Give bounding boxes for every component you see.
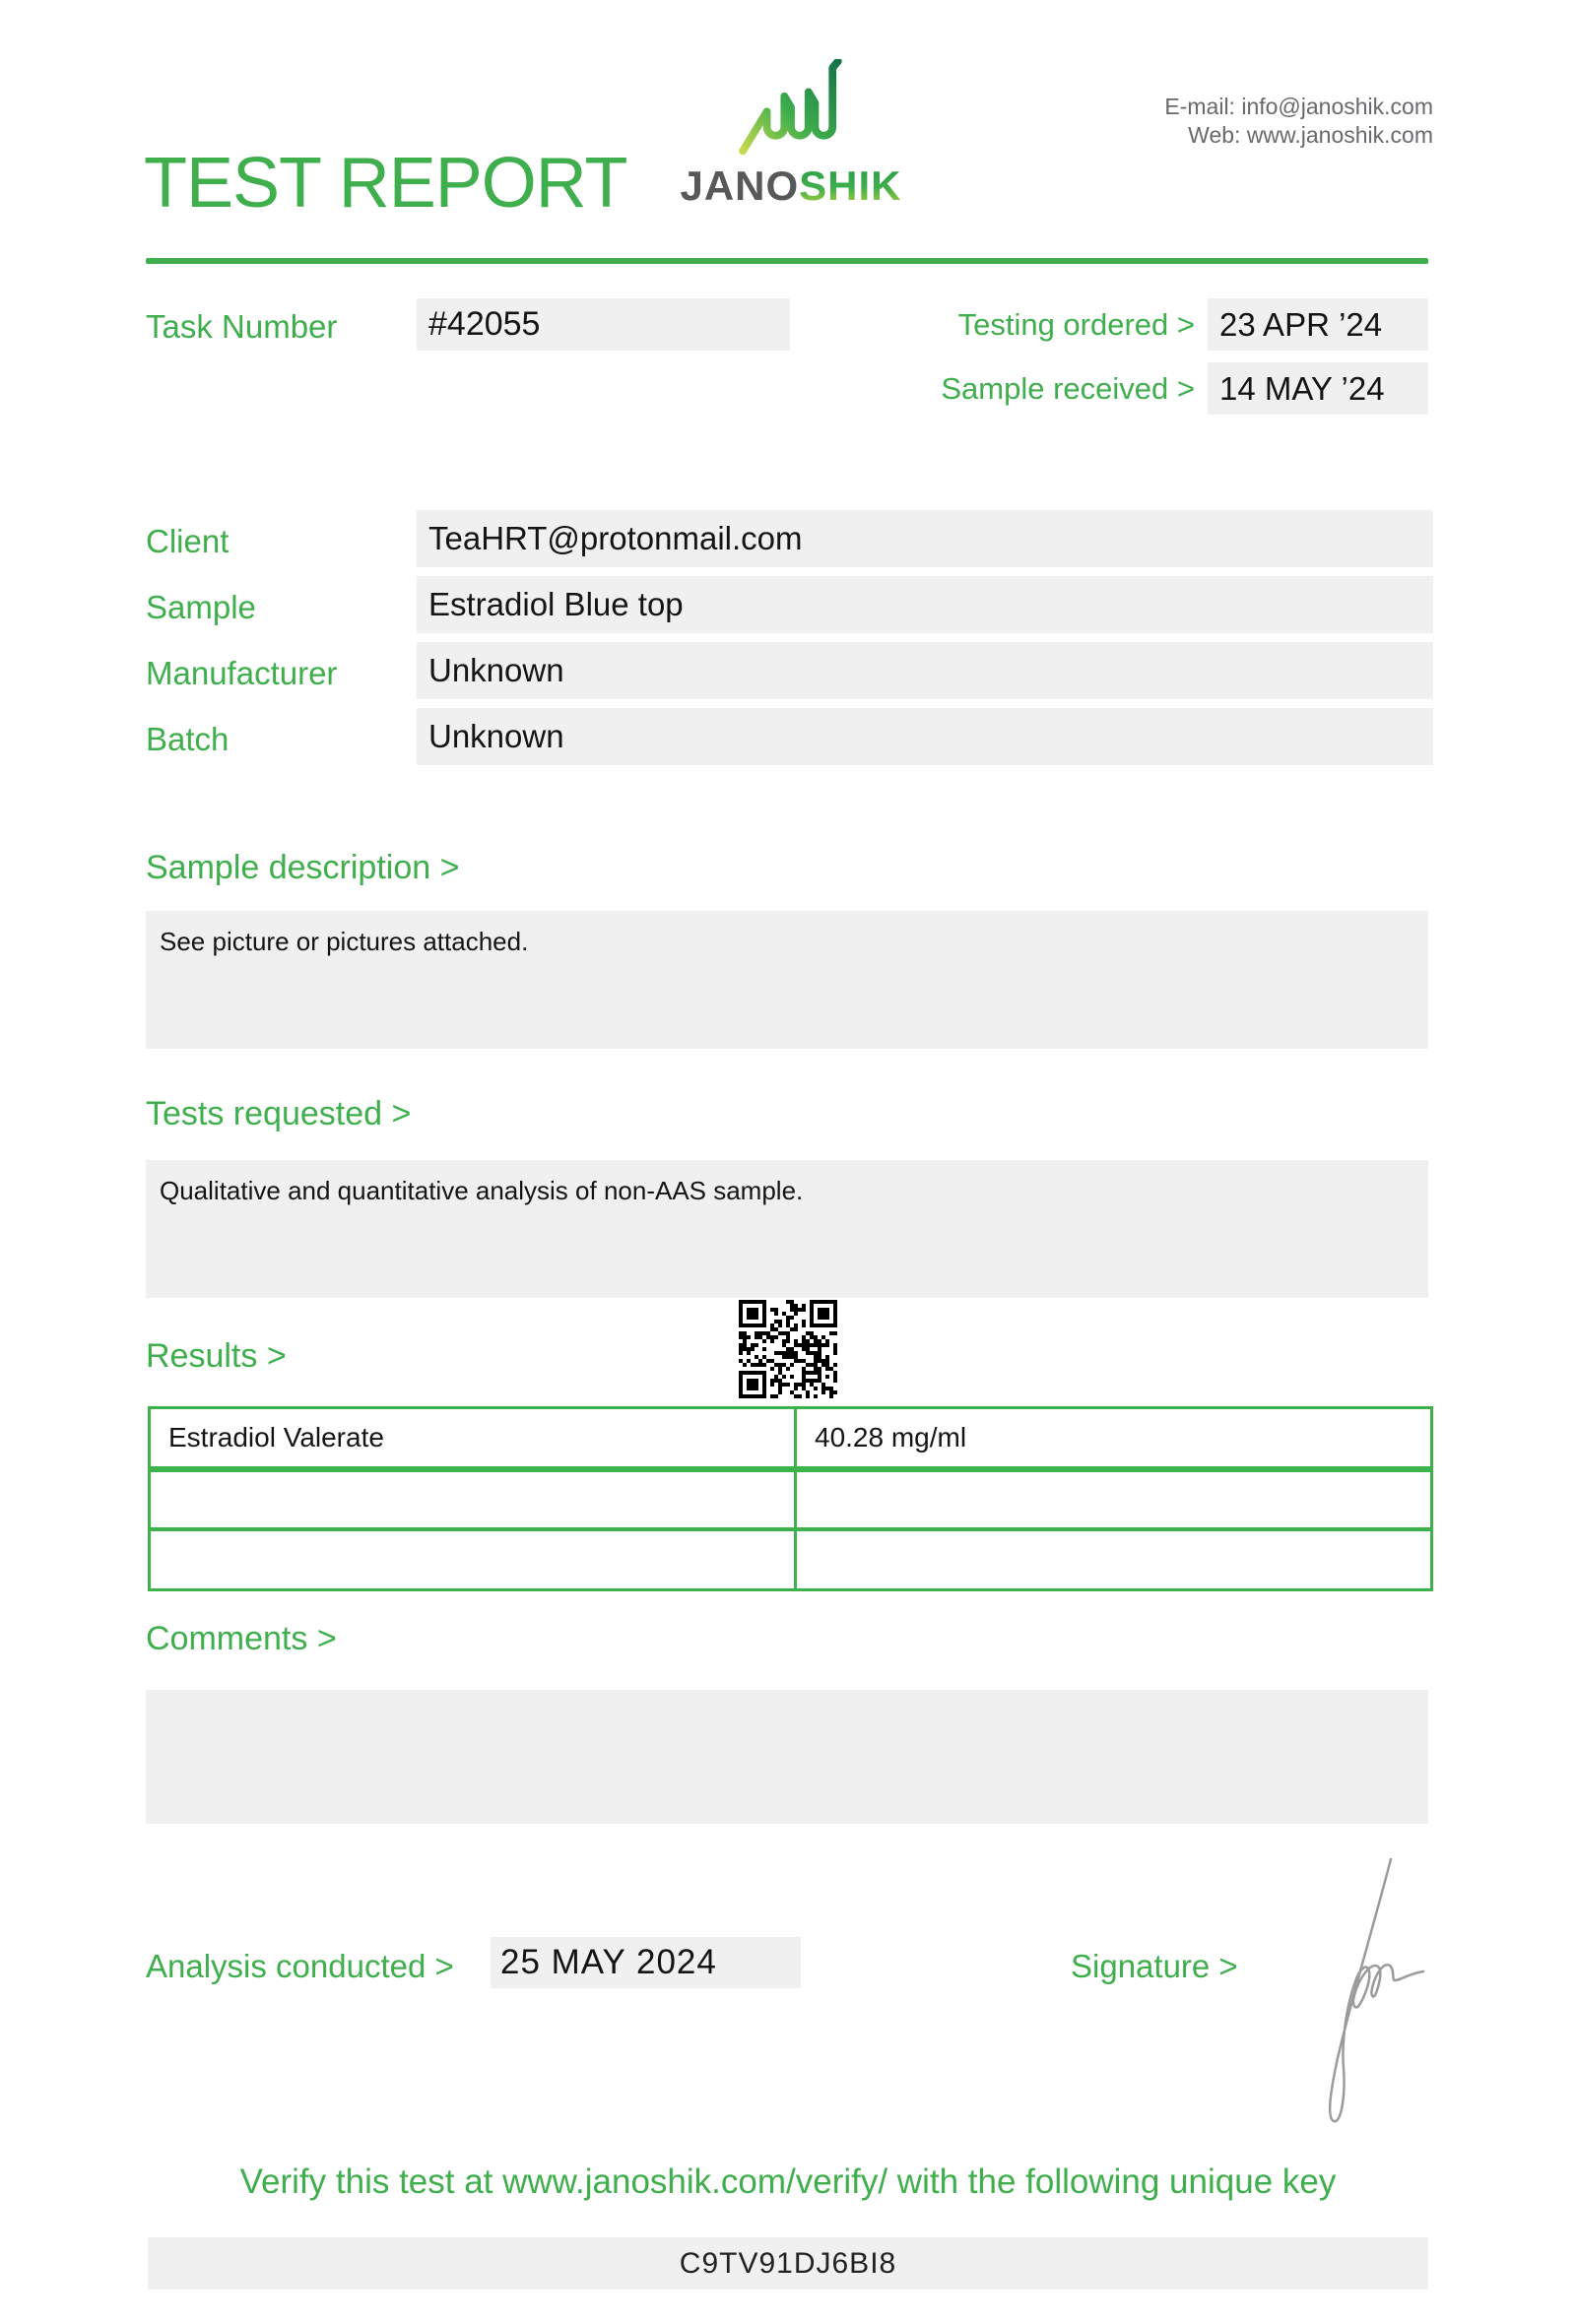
header-divider xyxy=(146,258,1428,264)
results-row-2 xyxy=(148,1469,1433,1530)
analysis-conducted-label: Analysis conducted > xyxy=(146,1948,454,1984)
comments-box xyxy=(146,1690,1428,1824)
analysis-date-box xyxy=(491,1937,801,1988)
signature-label: Signature > xyxy=(1071,1948,1238,1984)
qr-code xyxy=(739,1300,837,1398)
results-row-2-analyte-cell xyxy=(151,1472,797,1527)
results-row-1-analyte-cell xyxy=(151,1409,797,1466)
sample-received-label: Sample received > xyxy=(941,370,1195,406)
manufacturer-value: Unknown xyxy=(428,652,564,688)
analysis-date: 25 MAY 2024 xyxy=(500,1943,717,1981)
logo-shik: SHIK xyxy=(799,162,902,209)
task-number-label: Task Number xyxy=(146,308,338,345)
results-row-2-result-cell xyxy=(797,1472,1430,1527)
tests-requested-box xyxy=(146,1160,1428,1298)
janoshik-logo xyxy=(678,59,904,207)
testing-ordered-row xyxy=(958,298,1428,351)
client-label: Client xyxy=(146,523,230,559)
manufacturer-value-box xyxy=(417,642,1433,699)
contact-block xyxy=(1164,93,1433,150)
verify-instruction: Verify this test at www.janoshik.com/verify/ with the following unique key xyxy=(239,2163,1337,2201)
task-number-value: #42055 xyxy=(428,305,541,343)
testing-ordered-date: 23 APR ’24 xyxy=(1219,305,1383,343)
sample-description-text: See picture or pictures attached. xyxy=(160,927,529,956)
results-heading: Results > xyxy=(146,1337,287,1375)
analyte-1: Estradiol Valerate xyxy=(168,1422,384,1452)
manufacturer-label: Manufacturer xyxy=(146,655,338,691)
sample-description-box xyxy=(146,911,1428,1049)
contact-email: E-mail: info@janoshik.com xyxy=(1164,94,1433,119)
batch-label: Batch xyxy=(146,721,230,757)
sample-received-date: 14 MAY ’24 xyxy=(1219,369,1385,407)
sample-received-row xyxy=(941,362,1428,415)
sample-value: Estradiol Blue top xyxy=(428,586,684,622)
client-value: TeaHRT@protonmail.com xyxy=(428,520,803,556)
comments-text xyxy=(146,1690,1428,1706)
unique-key: C9TV91DJ6BI8 xyxy=(679,2246,897,2280)
rising-chart-icon xyxy=(733,59,849,158)
batch-value: Unknown xyxy=(428,718,564,754)
tests-requested-text: Qualitative and quantitative analysis of non-AAS sample. xyxy=(160,1176,804,1205)
results-row-1 xyxy=(148,1406,1433,1469)
sample-received-value-box xyxy=(1208,362,1428,415)
results-row-3-analyte-cell xyxy=(151,1531,797,1588)
handwritten-signature xyxy=(1280,1851,1438,2137)
results-row-3 xyxy=(148,1528,1433,1591)
unique-key-box xyxy=(148,2237,1428,2290)
sample-value-box xyxy=(417,576,1433,633)
testing-ordered-label: Testing ordered > xyxy=(957,306,1195,342)
batch-value-box xyxy=(417,708,1433,765)
page-title: TEST REPORT xyxy=(144,144,627,223)
result-1: 40.28 mg/ml xyxy=(815,1422,967,1452)
comments-heading: Comments > xyxy=(146,1620,337,1657)
contact-web: Web: www.janoshik.com xyxy=(1188,122,1433,148)
tests-requested-heading: Tests requested > xyxy=(146,1095,412,1132)
client-value-box xyxy=(417,510,1433,567)
results-row-1-result-cell xyxy=(797,1409,1430,1466)
testing-ordered-value-box xyxy=(1208,298,1428,351)
sample-description-heading: Sample description > xyxy=(146,849,460,886)
results-row-3-result-cell xyxy=(797,1531,1430,1588)
logo-wordmark xyxy=(678,162,904,209)
task-number-value-box xyxy=(417,298,790,351)
sample-label: Sample xyxy=(146,589,256,625)
logo-jano: JANO xyxy=(680,162,800,209)
